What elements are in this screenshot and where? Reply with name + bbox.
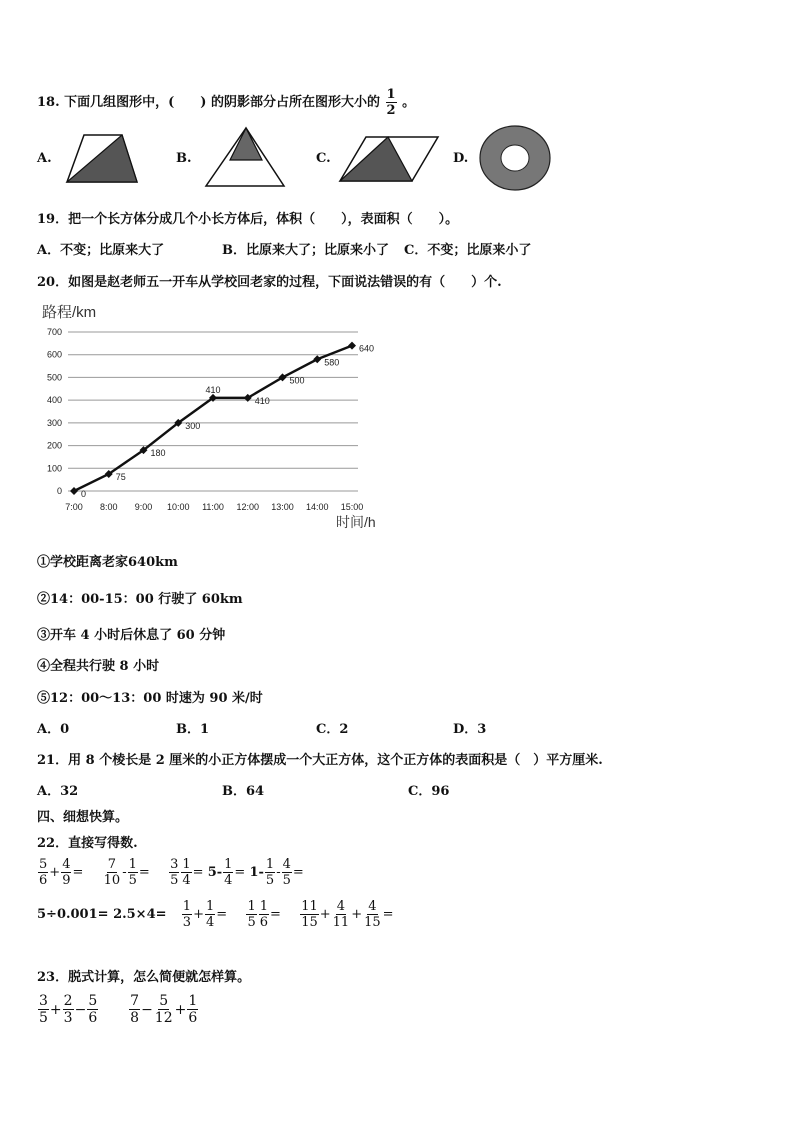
q18-figure-b-triangle: [203, 126, 287, 188]
chart-y-tick-label: 700: [46, 327, 62, 337]
q22-r2-item-1: $\frac{1}{3}$ + $\frac{1}{4}$ =: [182, 899, 228, 930]
chart-data-label: 410: [205, 384, 221, 395]
chart-data-label: 640: [359, 343, 375, 354]
q22-r2-item-3: $\frac{11}{15}$ + $\frac{4}{11}$ + $\frac{4}{15}$ =: [301, 899, 394, 930]
q18-figure-c-parallelogram: [338, 134, 440, 184]
q21-option-a[interactable]: A．32: [37, 784, 79, 799]
q22-r2-item-2: $\frac{1}{5}$ $\frac{1}{6}$ =: [247, 899, 281, 930]
q20-stem: 20．如图是赵老师五一开车从学校回老家的过程，下面说法错误的有（ ）个.: [37, 275, 502, 290]
chart-data-label: 0: [81, 489, 87, 499]
chart-x-tick-label: 8:00: [99, 502, 118, 512]
q22-r1-item-5: 1- $\frac{1}{5}$ - $\frac{4}{5}$ =: [249, 857, 304, 888]
q20-statement-5: ⑤12：00～13：00 时速为 90 米/时: [37, 691, 263, 706]
section-4-title: 四、细想快算。: [37, 810, 129, 825]
q22-title: 22．直接写得数.: [37, 836, 138, 851]
chart-x-axis-label: 时间/h: [336, 514, 376, 530]
q18-stem-before: 下面几组图形中，( ) 的阴影部分占所在图形大小的: [64, 95, 380, 110]
chart-y-axis-label: 路程/km: [42, 304, 97, 321]
q22-row-2: [37, 900, 394, 929]
q18-fraction: $\frac{1}{2}$: [386, 87, 396, 118]
q22-r1-item-1: $\frac{5}{6}$ + $\frac{4}{9}$ =: [39, 857, 84, 888]
q19-option-a[interactable]: A．不变；比原来大了: [37, 243, 165, 258]
chart-y-tick-label: 400: [46, 395, 62, 406]
q20-statement-1: ①学校距离老家640km: [37, 555, 178, 570]
chart-x-tick-label: 10:00: [166, 502, 190, 512]
q22-r1-item-4: 5- $\frac{1}{4}$ =: [207, 857, 246, 888]
q18-option-d-label[interactable]: D.: [453, 151, 469, 166]
chart-x-tick-label: 15:00: [340, 502, 364, 512]
q20-option-c[interactable]: C．2: [316, 722, 349, 737]
q22-r1-item-2: $\frac{7}{10}$ - $\frac{1}{5}$ =: [103, 857, 150, 888]
q18-figure-a-trapezoid: [64, 132, 140, 184]
q18-option-a-label[interactable]: A.: [37, 151, 52, 166]
q20-statement-3: ③开车 4 小时后休息了 60 分钟: [37, 628, 226, 643]
q20-option-d[interactable]: D．3: [453, 722, 487, 737]
q23-title: 23．脱式计算，怎么简便就怎样算。: [37, 970, 251, 985]
chart-point-marker: [348, 342, 356, 350]
q18-figure-d-ring: [478, 124, 552, 192]
chart-x-tick-label: 11:00: [202, 502, 224, 512]
q19-option-b[interactable]: B．比原来大了；比原来小了: [222, 243, 389, 258]
q22-r2-plain: 5÷0.001= 2.5×4=: [37, 907, 167, 922]
chart-point-marker: [70, 487, 78, 495]
chart-y-tick-label: 0: [56, 486, 62, 496]
chart-data-label: 410: [254, 395, 270, 406]
q18-option-c-label[interactable]: C.: [316, 151, 331, 166]
chart-y-tick-label: 300: [46, 417, 62, 428]
chart-data-label: 75: [115, 471, 126, 482]
q23-expression-1: $\frac{3}{5}$ + $\frac{2}{3}$ − $\frac{5}{6}$: [39, 993, 98, 1026]
chart-x-tick-label: 7:00: [65, 502, 83, 512]
q19-option-c[interactable]: C．不变；比原来小了: [404, 243, 532, 258]
chart-data-label: 500: [289, 375, 305, 386]
q21-option-c[interactable]: C．96: [408, 784, 450, 799]
chart-y-tick-label: 500: [46, 372, 62, 383]
chart-x-tick-label: 14:00: [305, 502, 329, 512]
q20-statement-2: ②14：00-15：00 行驶了 60km: [37, 592, 243, 607]
q18-number: 18.: [37, 95, 60, 110]
chart-x-tick-label: 12:00: [236, 502, 260, 512]
chart-data-label: 300: [185, 420, 201, 431]
chart-series-line: [74, 346, 352, 491]
chart-y-tick-label: 200: [46, 440, 62, 451]
q20-statement-4: ④全程共行驶 8 小时: [37, 659, 160, 674]
chart-data-label: 180: [150, 448, 166, 459]
q19-stem: 19．把一个长方体分成几个小长方体后，体积（ ），表面积（ ）。: [37, 212, 459, 227]
distance-time-line-chart: [36, 298, 376, 534]
q21-stem: 21．用 8 个棱长是 2 厘米的小正方体摆成一个大正方体，这个正方体的表面积是（ ）平方厘米.: [37, 753, 603, 768]
q23-expressions: [37, 994, 199, 1025]
chart-y-tick-label: 100: [46, 463, 62, 474]
q18-stem-after: 。: [402, 95, 416, 110]
q20-option-b[interactable]: B．1: [176, 722, 210, 737]
chart-y-tick-label: 600: [46, 349, 62, 360]
q18-option-b-label[interactable]: B.: [176, 151, 192, 166]
chart-data-label: 580: [324, 357, 340, 368]
q22-row-1: [37, 858, 304, 887]
q21-option-b[interactable]: B．64: [222, 784, 265, 799]
q20-option-a[interactable]: A．0: [37, 722, 70, 737]
q23-expression-2: $\frac{7}{8}$ − $\frac{5}{12}$ + $\frac{1}{6}$: [130, 993, 198, 1026]
chart-x-tick-label: 9:00: [134, 502, 153, 512]
q18-stem: [37, 88, 415, 117]
chart-x-tick-label: 13:00: [271, 502, 294, 512]
q22-r1-item-3: $\frac{3}{5}$ $\frac{1}{4}$ =: [170, 857, 204, 888]
